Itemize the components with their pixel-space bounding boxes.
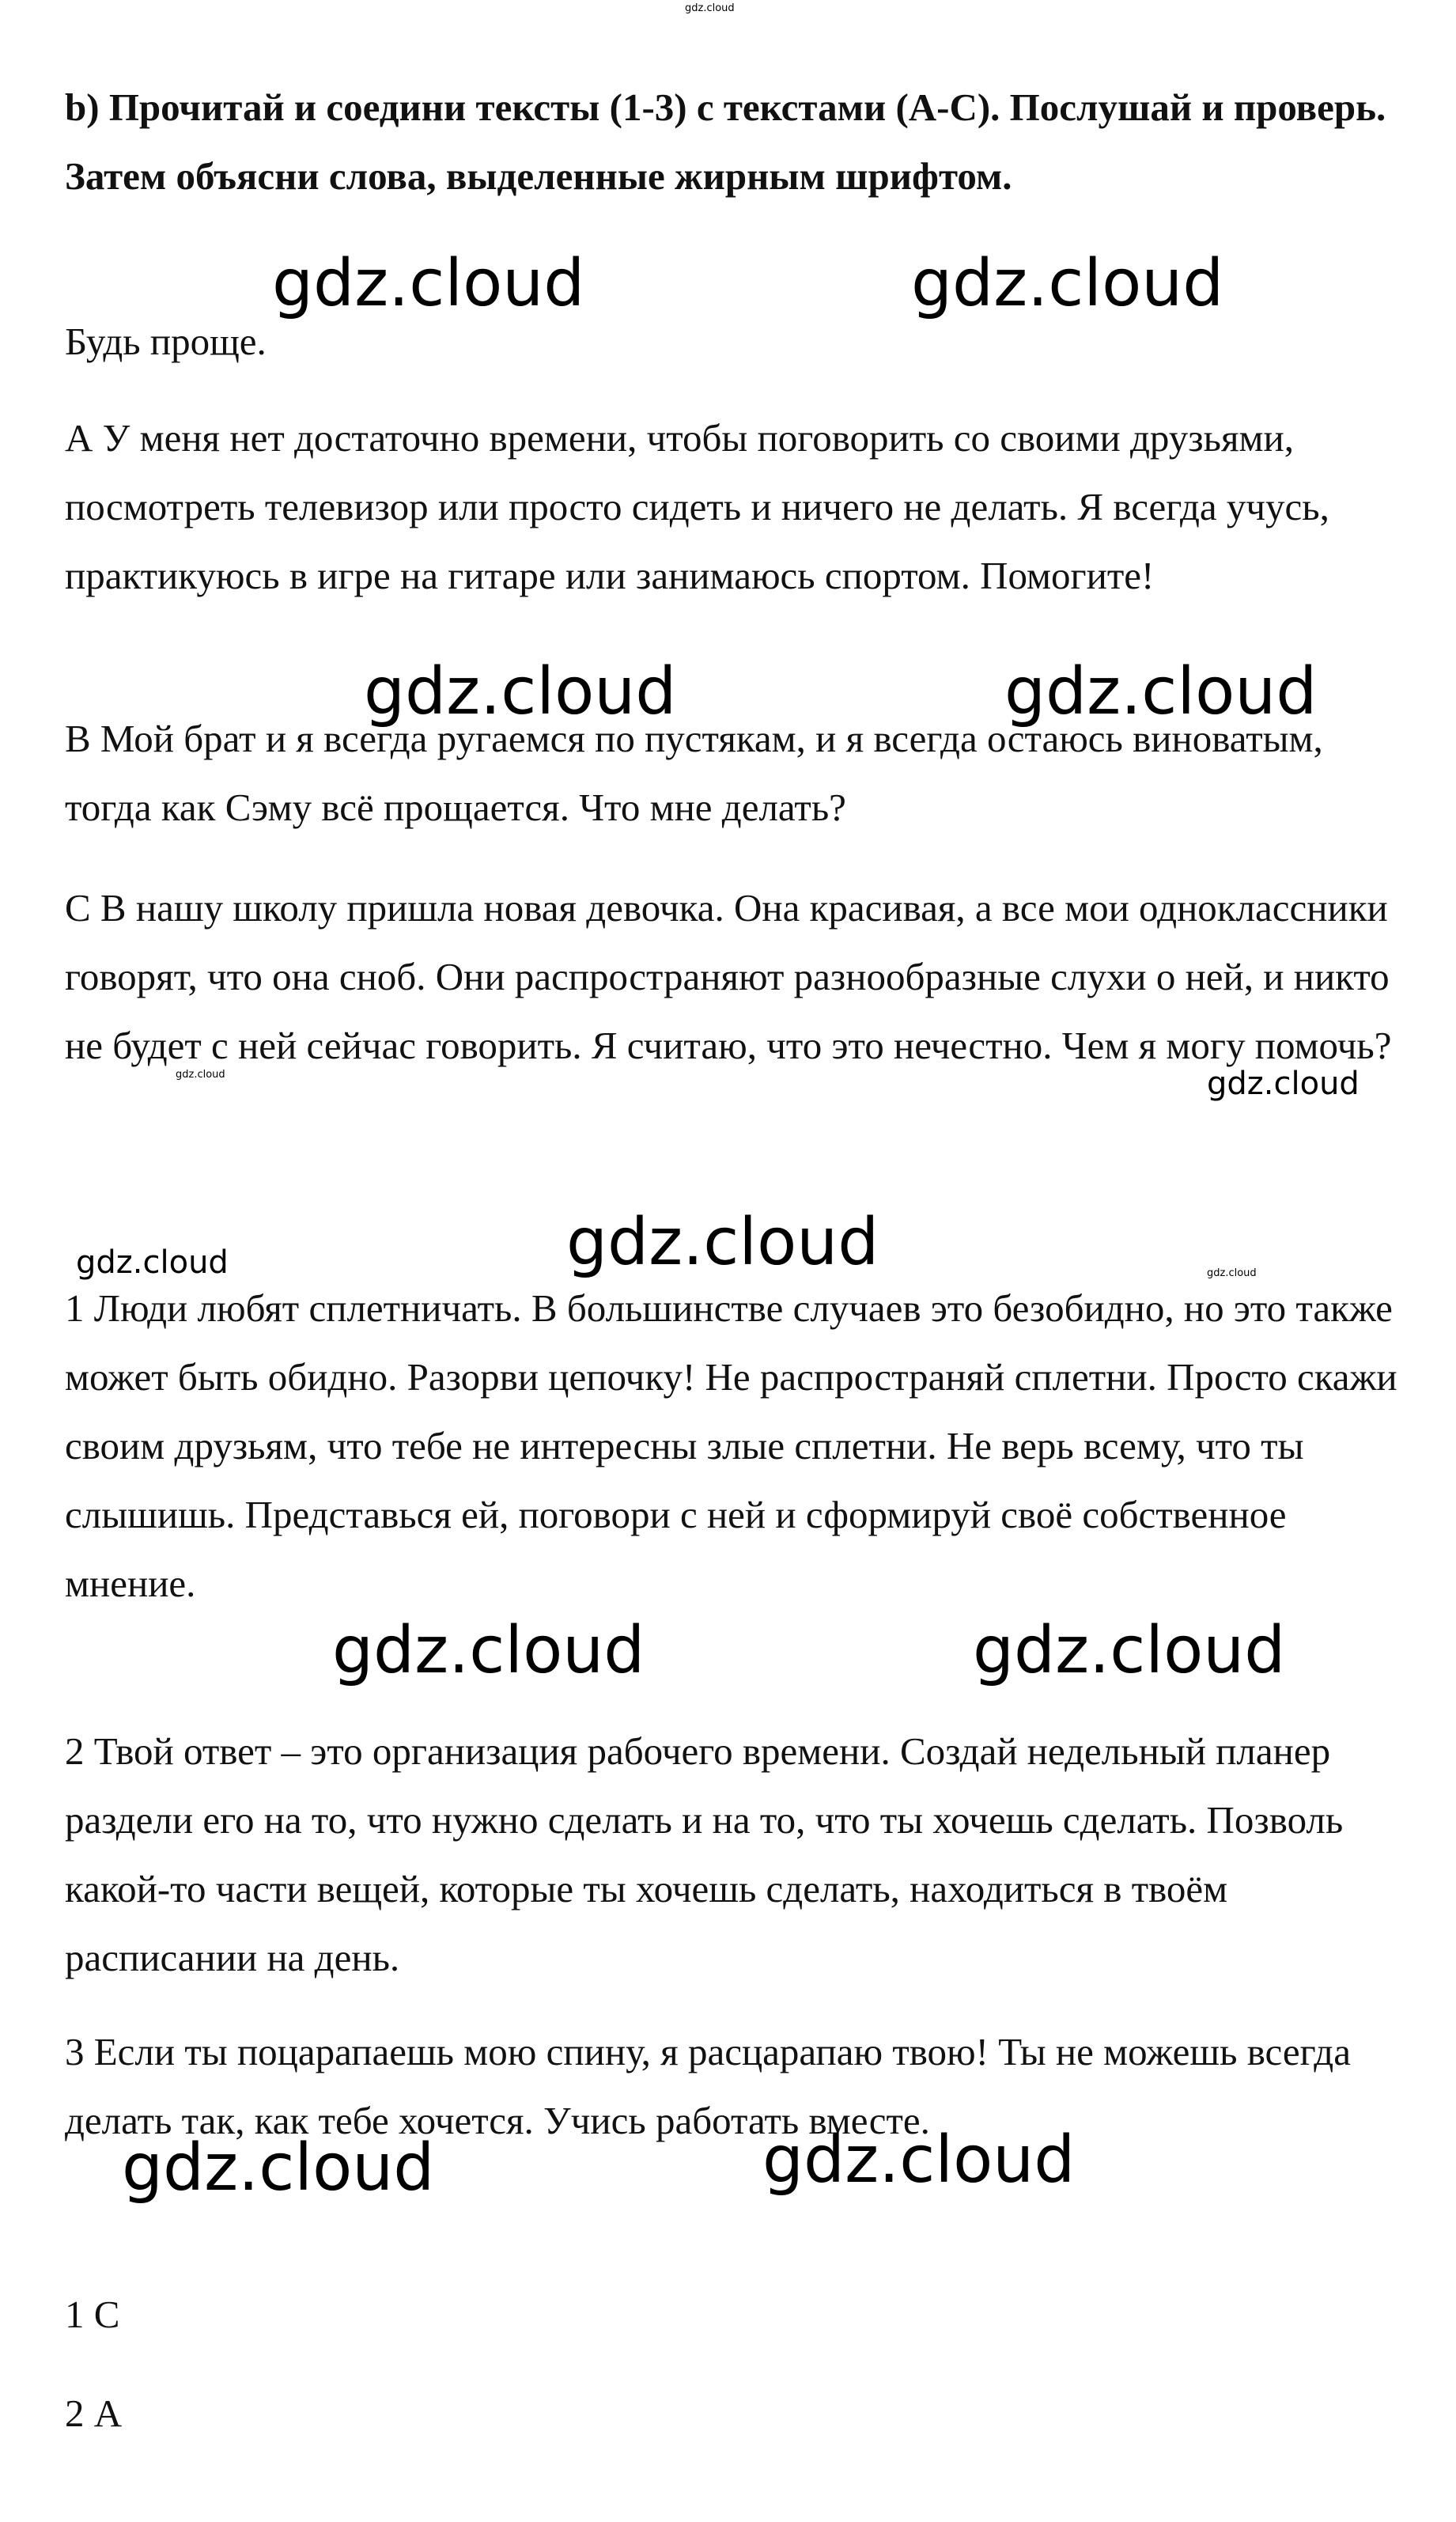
reply-1: 1 Люди любят сплетничать. В большинстве случаев это безобидно, но это также может быть обидно. Разорви цепочку! Не распространяй сплетни. Просто скажи своим друзьям, что тебе не интересны злые сплетни. Не верь всему, что ты слышишь. Представься ей, поговори с ней и сформируй своё собственное мнение.: [65, 1286, 1397, 1605]
watermark: gdz.cloud: [762, 2122, 1076, 2198]
watermark: gdz.cloud: [76, 1244, 229, 1281]
watermark: gdz.cloud: [364, 654, 677, 729]
letter-c: С В нашу школу пришла новая девочка. Она красивая, а все мои одноклассники говорят, что она сноб. Они распространяют разнообразные слухи о ней, и никто не будет с ней сейчас говорить. Я считаю, что это нечестно. Чем я могу помочь?: [65, 886, 1392, 1067]
exercise-heading: b) Прочитай и соедини тексты (1-3) с текстами (А-С). Послушай и проверь. Затем объясни слова, выделенные жирным шрифтом.: [65, 85, 1386, 198]
watermark: gdz.cloud: [1004, 654, 1318, 729]
text-title: Будь проще.: [65, 320, 267, 363]
watermark: gdz.cloud: [272, 246, 585, 321]
watermark: gdz.cloud: [332, 1613, 645, 1688]
watermark: gdz.cloud: [973, 1613, 1286, 1688]
answer-2: 2 А: [65, 2391, 123, 2435]
watermark: gdz.cloud: [566, 1205, 879, 1280]
watermark: gdz.cloud: [911, 246, 1224, 321]
watermark: gdz.cloud: [1207, 1267, 1257, 1279]
watermark: gdz.cloud: [685, 2, 735, 14]
letter-b: В Мой брат и я всегда ругаемся по пустякам, и я всегда остаюсь виноватым, тогда как Сэму всё прощается. Что мне делать?: [65, 717, 1323, 829]
watermark: gdz.cloud: [176, 1069, 225, 1081]
watermark: gdz.cloud: [1207, 1066, 1360, 1102]
answer-1: 1 С: [65, 2293, 120, 2336]
reply-3: 3 Если ты поцарапаешь мою спину, я расцарапаю твою! Ты не можешь всегда делать так, как тебе хочется. Учись работать вместе.: [65, 2030, 1351, 2142]
reply-2: 2 Твой ответ – это организация рабочего времени. Создай недельный планер раздели его на то, что нужно сделать и на то, что ты хочешь сделать. Позволь какой-то части вещей, которые ты хочешь сделать, находиться в твоём расписании на день.: [65, 1729, 1344, 1979]
letter-a: А У меня нет достаточно времени, чтобы поговорить со своими друзьями, посмотреть телевизор или просто сидеть и ничего не делать. Я всегда учусь, практикуюсь в игре на гитаре или занимаюсь спортом. Помогите!: [65, 416, 1329, 597]
watermark: gdz.cloud: [122, 2130, 435, 2206]
